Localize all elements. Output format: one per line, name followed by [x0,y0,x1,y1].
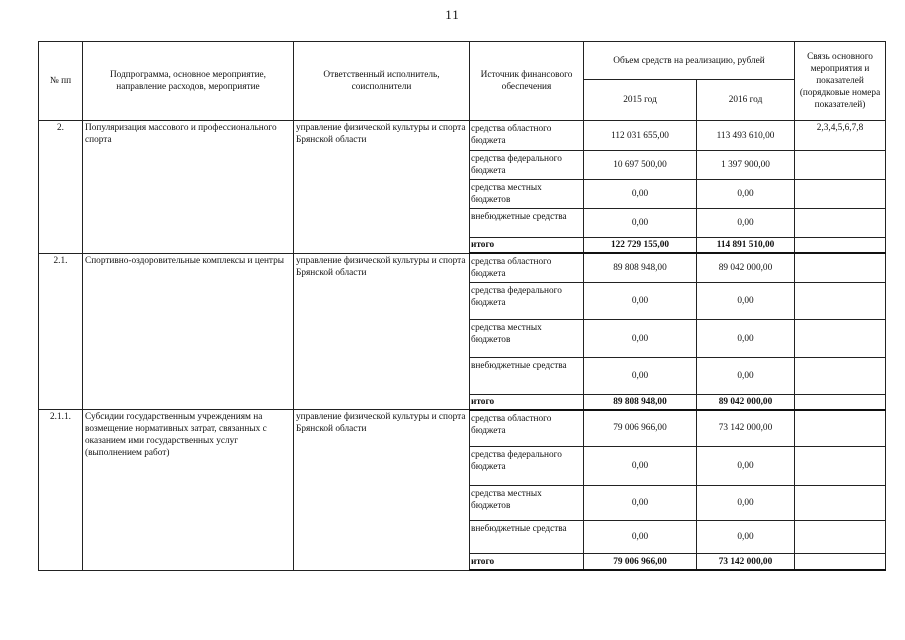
indicator-links [795,179,886,208]
amount-2016: 0,00 [697,320,795,357]
amount-2015: 0,00 [584,179,697,208]
amount-2015: 0,00 [584,521,697,554]
executor-name: управление физической культуры и спорта Брянской области [294,121,470,253]
table-row [39,121,886,150]
indicator-links: 2,3,4,5,6,7,8 [795,121,886,150]
total-2016: 89 042 000,00 [697,394,795,410]
total-2015: 122 729 155,00 [584,238,697,254]
header-program: Подпрограмма, основное мероприятие, направление расходов, мероприятие [83,42,294,121]
amount-2015: 0,00 [584,357,697,394]
total-2015: 89 808 948,00 [584,394,697,410]
indicator-links [795,410,886,446]
header-year-2016: 2016 год [697,80,795,121]
amount-2015: 0,00 [584,208,697,237]
amount-2016: 0,00 [697,357,795,394]
indicator-links [795,320,886,357]
table-row [39,410,886,446]
table-row [39,253,886,283]
indicator-links [795,521,886,554]
amount-2016: 0,00 [697,179,795,208]
program-name: Спортивно-оздоровительные комплексы и центры [83,253,294,410]
amount-2015: 0,00 [584,320,697,357]
total-label: итого [470,554,584,570]
executor-name: управление физической культуры и спорта Брянской области [294,253,470,410]
amount-2015: 0,00 [584,283,697,320]
funding-source: средства федерального бюджета [470,283,584,320]
header-source: Источник финансового обеспечения [470,42,584,121]
total-indicator-links [795,238,886,254]
total-2016: 114 891 510,00 [697,238,795,254]
funding-source: средства федерального бюджета [470,446,584,485]
amount-2015: 0,00 [584,446,697,485]
total-indicator-links [795,394,886,410]
amount-2016: 0,00 [697,283,795,320]
header-volume: Объем средств на реализацию, рублей [584,42,795,80]
funding-source: средства местных бюджетов [470,485,584,520]
amount-2015: 89 808 948,00 [584,253,697,283]
amount-2016: 0,00 [697,208,795,237]
total-label: итого [470,394,584,410]
amount-2016: 0,00 [697,521,795,554]
funding-source: средства местных бюджетов [470,320,584,357]
header-executor: Ответственный исполнитель, соисполнители [294,42,470,121]
row-number: 2. [39,121,83,253]
amount-2015: 112 031 655,00 [584,121,697,150]
indicator-links [795,446,886,485]
header-year-2015: 2015 год [584,80,697,121]
funding-source: средства федерального бюджета [470,150,584,179]
indicator-links [795,208,886,237]
amount-2016: 1 397 900,00 [697,150,795,179]
total-indicator-links [795,554,886,570]
header-num: № пп [39,42,83,121]
row-number: 2.1.1. [39,410,83,570]
indicator-links [795,283,886,320]
funding-source: средства областного бюджета [470,410,584,446]
total-2015: 79 006 966,00 [584,554,697,570]
amount-2016: 89 042 000,00 [697,253,795,283]
total-label: итого [470,238,584,254]
executor-name: управление физической культуры и спорта Брянской области [294,410,470,570]
funding-source: средства областного бюджета [470,121,584,150]
row-number: 2.1. [39,253,83,410]
funding-source: внебюджетные средства [470,357,584,394]
amount-2015: 0,00 [584,485,697,520]
page-number: 11 [445,7,460,22]
header-link: Связь основного мероприятия и показателей (порядковые номера показателей) [795,42,886,121]
amount-2016: 0,00 [697,446,795,485]
funding-source: средства местных бюджетов [470,179,584,208]
indicator-links [795,150,886,179]
amount-2015: 10 697 500,00 [584,150,697,179]
amount-2016: 113 493 610,00 [697,121,795,150]
funding-source: внебюджетные средства [470,208,584,237]
program-name: Субсидии государственным учреждениям на возмещение нормативных затрат, связанных с оказанием ими государственных услуг (выполнением работ) [83,410,294,570]
program-name: Популяризация массового и профессионального спорта [83,121,294,253]
total-2016: 73 142 000,00 [697,554,795,570]
amount-2015: 79 006 966,00 [584,410,697,446]
funding-source: средства областного бюджета [470,253,584,283]
funding-source: внебюджетные средства [470,521,584,554]
indicator-links [795,357,886,394]
header-row [39,42,886,80]
amount-2016: 0,00 [697,485,795,520]
amount-2016: 73 142 000,00 [697,410,795,446]
indicator-links [795,485,886,520]
indicator-links [795,253,886,283]
financing-table [38,41,886,571]
